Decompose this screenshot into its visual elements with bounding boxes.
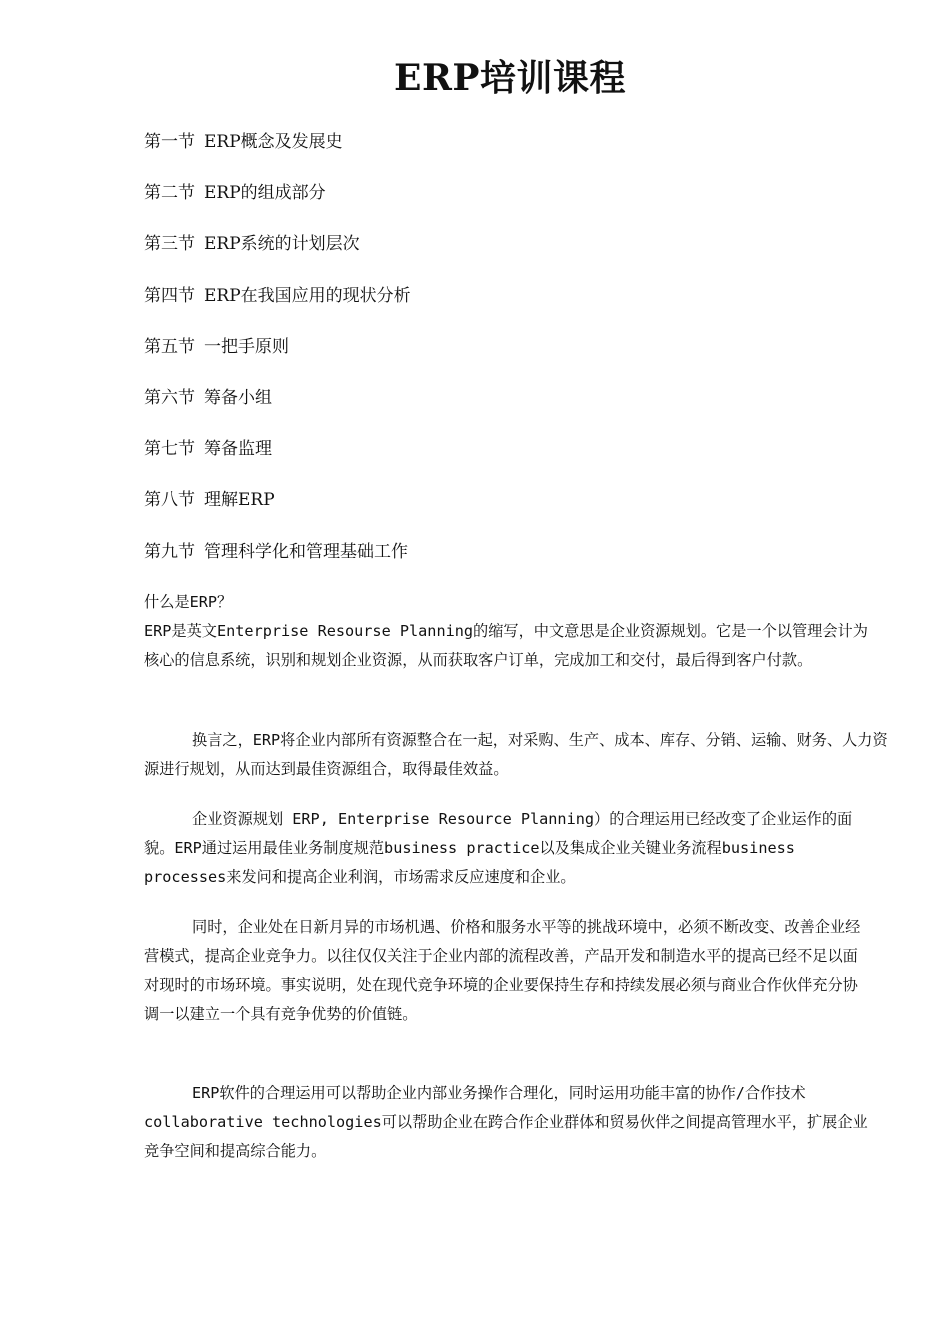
paragraph-competition: 同时，企业处在日新月异的市场机遇、价格和服务水平等的挑战环境中，必须不断改变、改善企业经营模式，提高企业竞争力。以往仅仅关注于企业内部的流程改善，产品开发和制造水平的提高已经不足以面对现时的市场环境。事实说明，处在现代竞争环境的企业要保持生存和持续发展必须与商业合作伙伴充分协调一以建立一个具有竞争优势的价值链。 — [144, 918, 861, 1023]
paragraph-erp-usage: 企业资源规划 ERP, Enterprise Resource Planning）的合理运用已经改变了企业运作的面貌。ERP通过运用最佳业务制度规范business practice以及集成企业关键业务流程business processes来发问和提高企业利润，市场需求反应速度和企业。 — [144, 810, 853, 886]
section-number: 第七节 — [144, 439, 195, 460]
toc-item — [144, 384, 411, 435]
section-number: 第一节 — [144, 132, 195, 152]
toc-item — [144, 538, 411, 589]
section-label: 理解ERP — [204, 490, 275, 511]
paragraph-integration: 换言之，ERP将企业内部所有资源整合在一起，对采购、生产、成本、库存、分销、运输、财务、人力资源进行规划，从而达到最佳资源组合，取得最佳效益。 — [144, 731, 888, 778]
toc-item — [144, 282, 411, 333]
question-heading: 什么是ERP？ — [144, 593, 233, 611]
section-number: 第二节 — [144, 183, 195, 204]
section-number: 第六节 — [144, 387, 195, 408]
section-number: 第三节 — [144, 234, 195, 255]
section-label: ERP在我国应用的现状分析 — [204, 285, 411, 306]
section-number: 第九节 — [144, 541, 195, 562]
section-number: 第八节 — [144, 490, 195, 511]
section-number: 第五节 — [144, 336, 195, 357]
table-of-contents — [144, 128, 411, 589]
toc-item — [144, 179, 411, 230]
toc-item — [144, 435, 411, 486]
section-label: 管理科学化和管理基础工作 — [204, 541, 408, 562]
document-title: ERP培训课程 — [394, 57, 626, 99]
section-label: ERP的组成部分 — [204, 183, 326, 204]
toc-item — [144, 486, 411, 537]
paragraph-collaboration: ERP软件的合理运用可以帮助企业内部业务操作合理化，同时运用功能丰富的协作/合作技术collaborative technologies可以帮助企业在跨合作企业群体和贸易伙伴之间提高管理水平，扩展企业竞争空间和提高综合能力。 — [144, 1084, 868, 1160]
paragraph-definition: ERP是英文Enterprise Resourse Planning的缩写，中文意思是企业资源规划。它是一个以管理会计为核心的信息系统，识别和规划企业资源，从而获取客户订单，完成加工和交付，最后得到客户付款。 — [144, 622, 868, 669]
section-label: ERP概念及发展史 — [204, 132, 343, 152]
toc-item — [144, 230, 411, 281]
section-label: 筹备监理 — [204, 439, 272, 460]
toc-item — [144, 333, 411, 384]
section-number: 第四节 — [144, 285, 195, 306]
section-label: 一把手原则 — [204, 336, 289, 357]
section-label: 筹备小组 — [204, 387, 272, 408]
section-label: ERP系统的计划层次 — [204, 234, 360, 255]
toc-item — [144, 128, 411, 179]
